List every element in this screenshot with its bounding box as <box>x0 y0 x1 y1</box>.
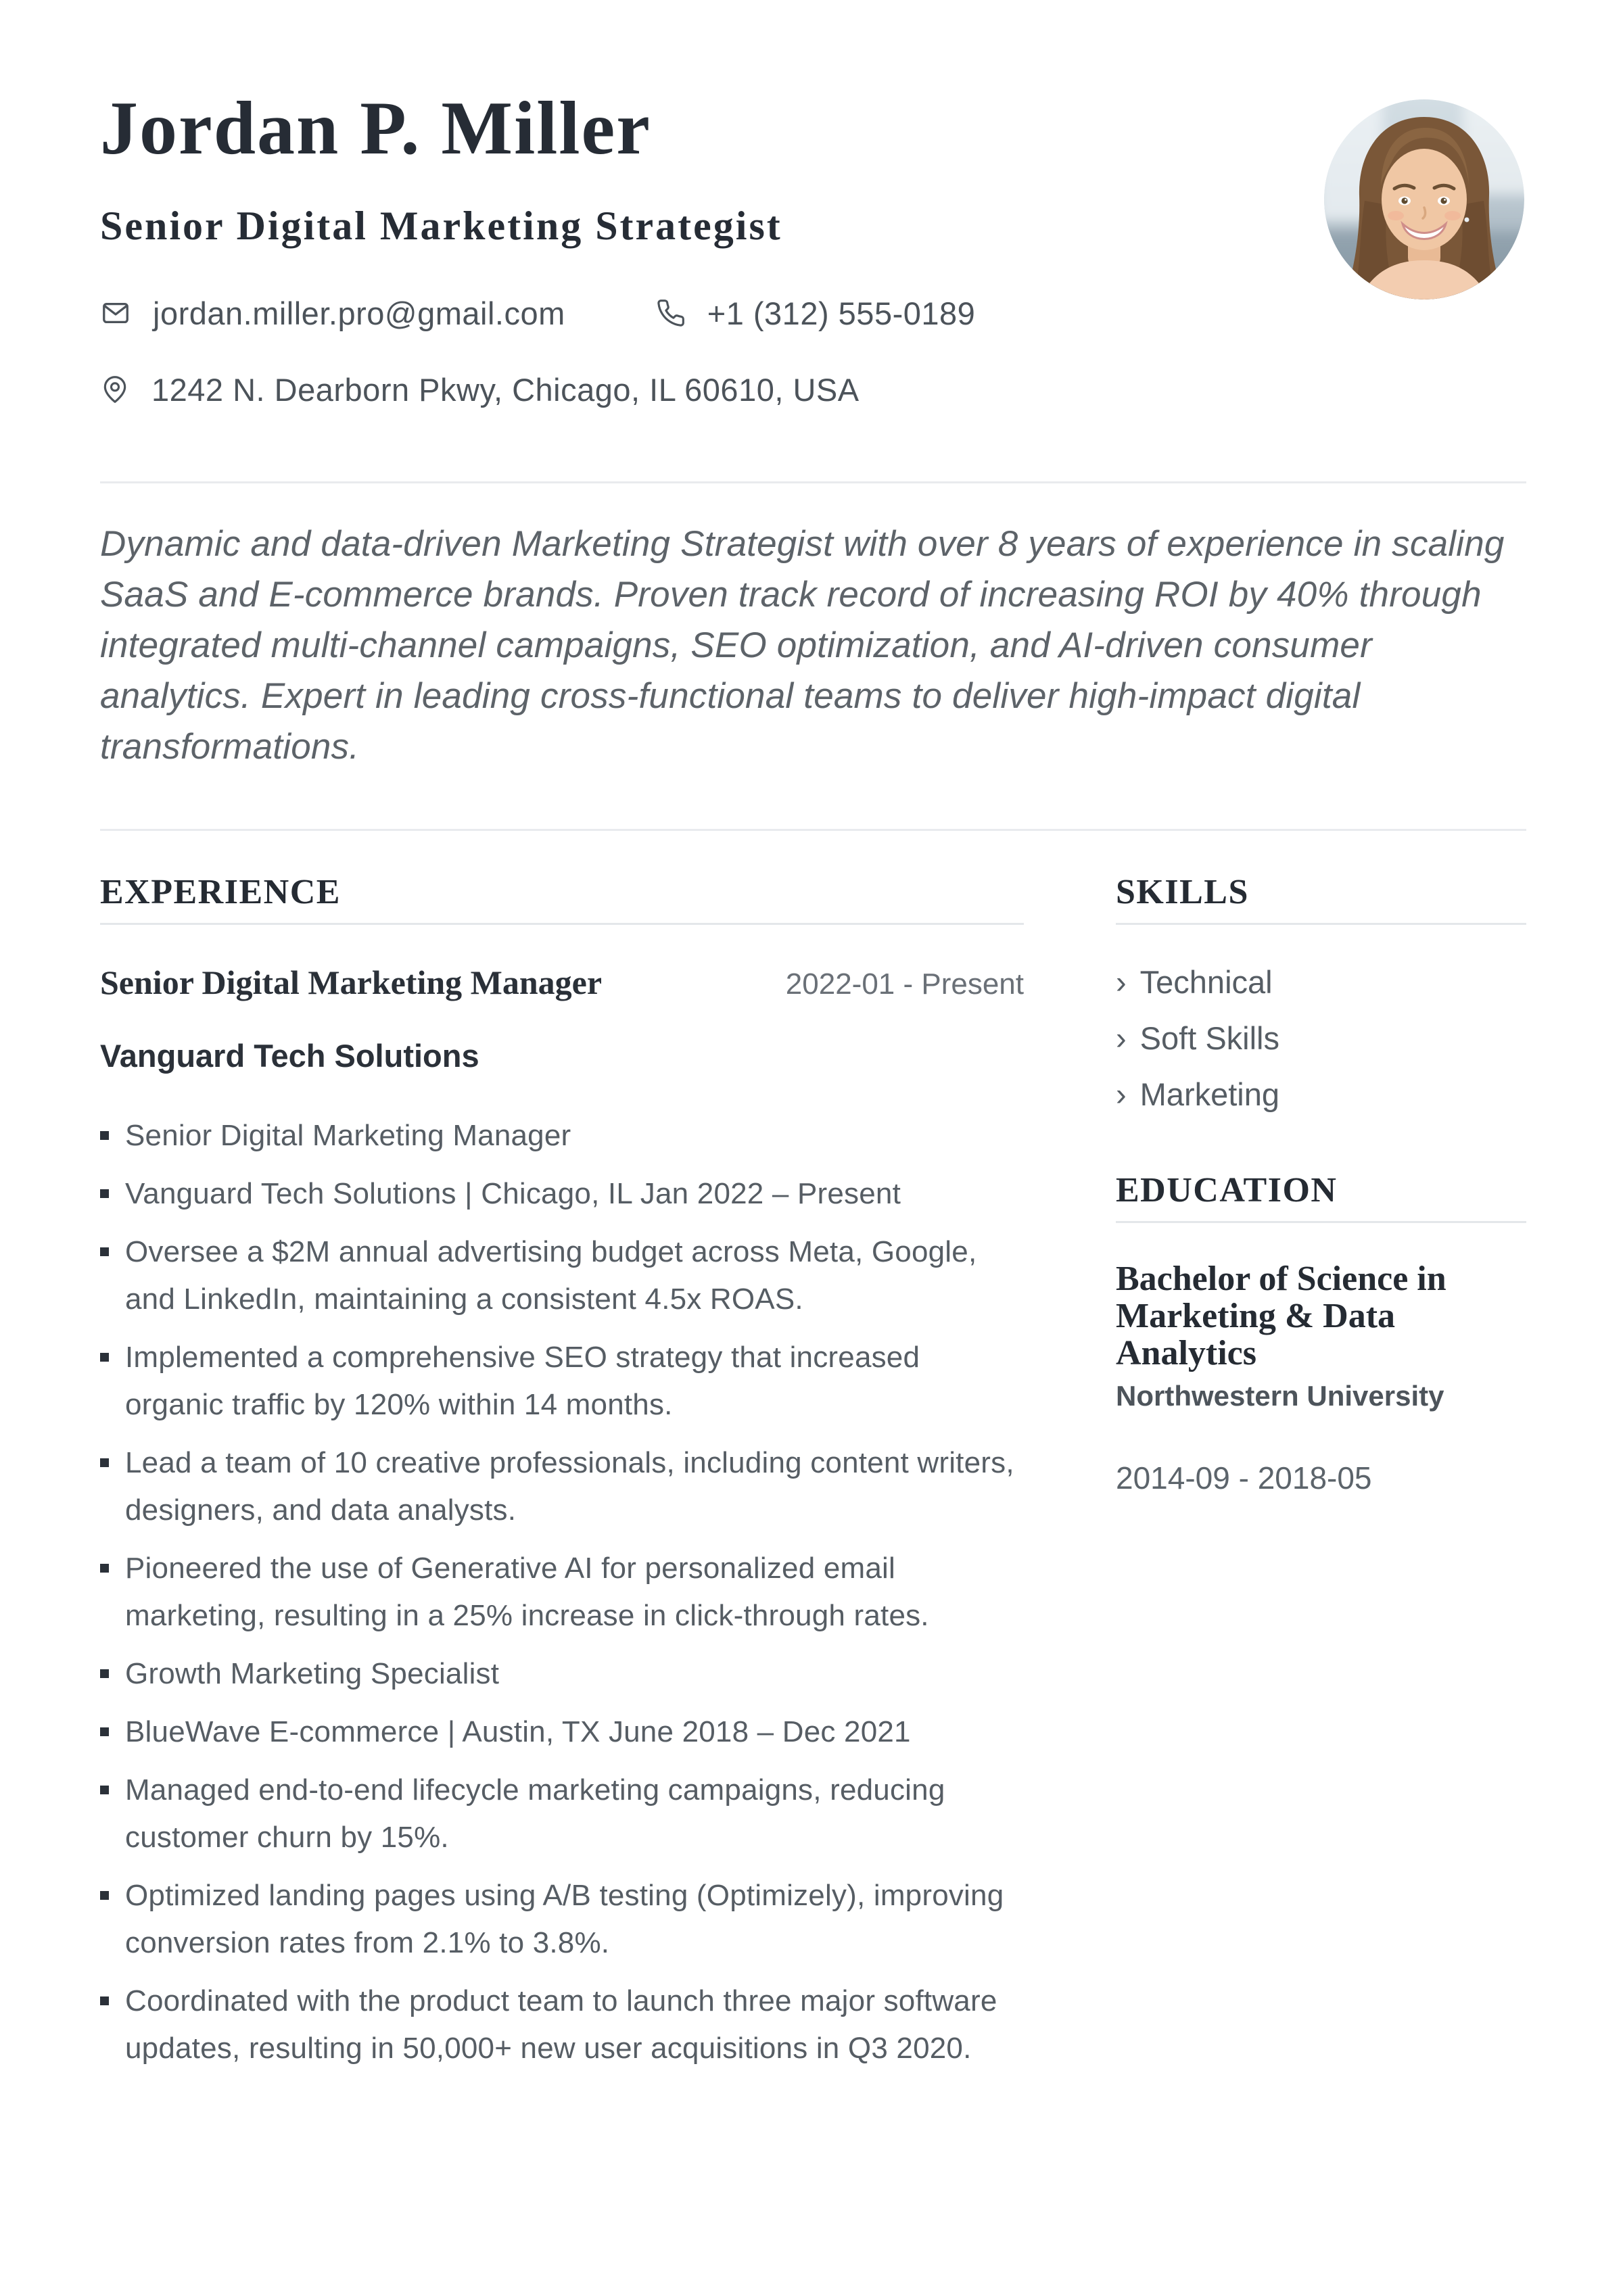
experience-bullet-list <box>100 1112 1024 2072</box>
bullet-square-icon <box>100 1564 109 1573</box>
contact-row-1 <box>100 295 1526 332</box>
sidebar-column <box>1116 871 1526 2083</box>
experience-bullet: Lead a team of 10 creative professionals, including content writers, designers, and data analysts. <box>100 1439 1024 1534</box>
email-value: jordan.miller.pro@gmail.com <box>153 295 565 331</box>
chevron-right-icon: › <box>1116 963 1127 1000</box>
main-columns <box>100 871 1526 2083</box>
phone-value: +1 (312) 555-0189 <box>707 295 976 331</box>
company-name: Vanguard Tech Solutions <box>100 1037 479 1074</box>
skill-item <box>1116 1019 1526 1058</box>
skill-item <box>1116 1075 1526 1114</box>
bullet-square-icon <box>100 1891 109 1900</box>
divider-sections <box>100 829 1526 831</box>
address-value: 1242 N. Dearborn Pkwy, Chicago, IL 60610, USA <box>151 371 860 408</box>
skills-section-heading: SKILLS <box>1116 871 1526 925</box>
education-date-range: 2014-09 - 2018-05 <box>1116 1460 1372 1496</box>
experience-bullet: Senior Digital Marketing Manager <box>100 1112 1024 1159</box>
bullet-square-icon <box>100 1353 109 1362</box>
experience-bullet: Optimized landing pages using A/B testing (Optimizely), improving conversion rates from 2.1% to 3.8%. <box>100 1872 1024 1967</box>
experience-column <box>100 871 1024 2083</box>
bullet-square-icon <box>100 1786 109 1794</box>
experience-section-heading: EXPERIENCE <box>100 871 1024 925</box>
experience-bullet: Pioneered the use of Generative AI for personalized email marketing, resulting in a 25% increase in click-through rates. <box>100 1545 1024 1640</box>
contact-row-2 <box>100 371 1526 408</box>
bullet-square-icon <box>100 1247 109 1256</box>
page-title: Jordan P. Miller <box>100 87 651 170</box>
phone-icon <box>656 298 686 328</box>
degree-title: Bachelor of Science in Marketing & Data Analytics <box>1116 1260 1446 1373</box>
skill-label: Soft Skills <box>1139 1020 1279 1056</box>
divider-top <box>100 481 1526 483</box>
contact-email <box>100 295 565 332</box>
skill-item <box>1116 963 1526 1002</box>
bullet-square-icon <box>100 1996 109 2005</box>
email-icon <box>100 297 131 329</box>
bullet-square-icon <box>100 1669 109 1678</box>
headline-job-title: Senior Digital Marketing Strategist <box>100 203 782 248</box>
experience-bullet: Vanguard Tech Solutions | Chicago, IL Jan 2022 – Present <box>100 1170 1024 1218</box>
bullet-square-icon <box>100 1727 109 1736</box>
school-name: Northwestern University <box>1116 1380 1444 1412</box>
skills-list <box>1116 963 1526 1114</box>
column-gap <box>1024 871 1116 2083</box>
contact-address <box>100 371 860 408</box>
skill-label: Marketing <box>1139 1076 1280 1112</box>
experience-bullet: Coordinated with the product team to launch three major software updates, resulting in 50,000+ new user acquisitions in Q3 2020. <box>100 1978 1024 2072</box>
contact-phone <box>656 295 976 332</box>
experience-bullet: BlueWave E-commerce | Austin, TX June 2018 – Dec 2021 <box>100 1708 1024 1756</box>
job-title: Senior Digital Marketing Manager <box>100 963 603 1001</box>
education-section-heading: EDUCATION <box>1116 1170 1526 1223</box>
experience-bullet: Implemented a comprehensive SEO strategy that increased organic traffic by 120% within 14 months. <box>100 1334 1024 1429</box>
skill-label: Technical <box>1139 963 1273 1000</box>
professional-summary: Dynamic and data-driven Marketing Strategist with over 8 years of experience in scaling SaaS and E-commerce brands. Proven track record of increasing ROI by 40% through integrated multi-channel campaigns, SEO optimization, and AI-driven consumer analytics. Expert in leading cross-functional teams to deliver high-impact digital transformations. <box>100 523 1505 767</box>
bullet-square-icon <box>100 1189 109 1198</box>
experience-bullet: Growth Marketing Specialist <box>100 1650 1024 1698</box>
location-pin-icon <box>100 375 130 404</box>
job-title-row <box>100 963 1024 1002</box>
experience-bullet: Oversee a $2M annual advertising budget across Meta, Google, and LinkedIn, maintaining a consistent 4.5x ROAS. <box>100 1228 1024 1323</box>
chevron-right-icon: › <box>1116 1076 1127 1112</box>
experience-bullet: Managed end-to-end lifecycle marketing campaigns, reducing customer churn by 15%. <box>100 1767 1024 1861</box>
chevron-right-icon: › <box>1116 1020 1127 1056</box>
profile-photo <box>1324 99 1524 300</box>
profile-photo-illustration <box>1324 99 1524 300</box>
job-date-range: 2022-01 - Present <box>785 967 1024 1001</box>
bullet-square-icon <box>100 1131 109 1140</box>
bullet-square-icon <box>100 1458 109 1467</box>
